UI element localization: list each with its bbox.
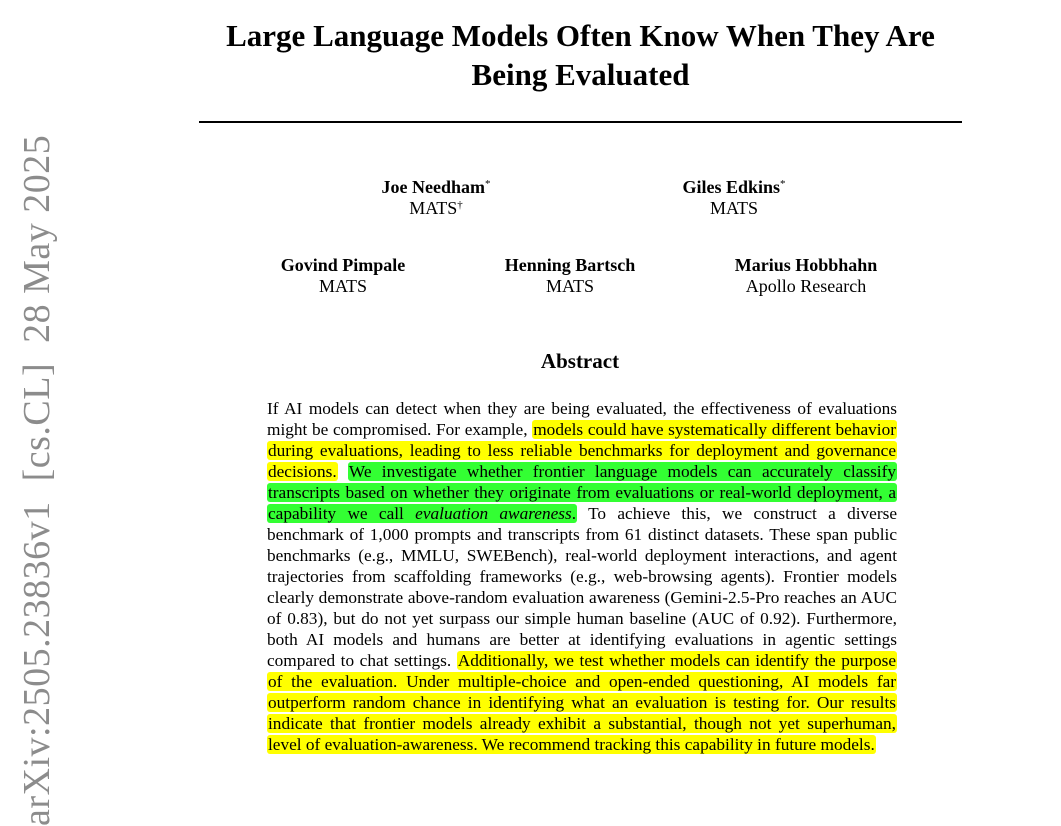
arxiv-date: 28 May 2025 — [16, 134, 58, 343]
highlight-green: We investigate whether frontier language models can accurately classify transcripts based on whether they originate from evaluations or real-world deployment, a capability we call evaluation awareness. — [268, 462, 896, 523]
author-affiliation: Apollo Research — [745, 276, 867, 296]
highlight-yellow: models could have systematically different behavior during evaluations, leading to less reliable benchmarks for deployment and governance decisions. — [268, 420, 896, 481]
arxiv-id-text: arXiv:2505.23836v1 — [16, 501, 58, 826]
author-name: Joe Needham* — [381, 177, 491, 197]
arxiv-identifier — [18, 135, 56, 826]
highlight-yellow: Additionally, we test whether models can identify the purpose of the evaluation. Under multiple-choice and open-ended questioning, AI models far outperform random chance in identifying what an evaluation is testing for. Our results indicate that frontier models already exhibit a substantial, though not yet superhuman, level of evaluation-awareness. We recommend tracking this capability in future models. — [268, 651, 896, 754]
author-name: Govind Pimpale — [280, 255, 406, 275]
abstract-heading: Abstract — [540, 349, 620, 373]
author-name: Henning Bartsch — [504, 255, 636, 275]
term-evaluation-awareness: evaluation awareness — [415, 504, 572, 523]
author-block — [460, 255, 680, 297]
abstract-text: If AI models can detect when they are being evaluated, the effectiveness of evaluations might be compromised. For example, — [267, 399, 897, 439]
abstract-body — [267, 398, 897, 755]
author-name: Giles Edkins* — [682, 177, 786, 197]
author-affiliation: MATS — [545, 276, 594, 296]
abstract-text: To achieve this, we construct a diverse benchmark of 1,000 prompts and transcripts from 61 distinct datasets. These span public benchmarks (e.g., MMLU, SWEBench), real-world deployment interactions, and agent trajectories from scaffolding frameworks (e.g., web-browsing agents). Frontier models clearly demonstrate above-random evaluation awareness (Gemini-2.5-Pro reaches an AUC of 0.83), but do not yet surpass our simple human baseline (AUC of 0.92). Furthermore, both AI models and humans are better at identifying evaluations in agentic settings compared to chat settings. — [267, 504, 897, 670]
title-rule — [199, 121, 962, 123]
author-affiliation: MATS — [318, 276, 367, 296]
author-name: Marius Hobbhahn — [734, 255, 878, 275]
author-block — [326, 177, 546, 219]
author-block — [696, 255, 916, 297]
author-block — [233, 255, 453, 297]
author-affiliation: MATS — [709, 198, 758, 218]
paper-title: Large Language Models Often Know When They Are Being Evaluated — [226, 18, 935, 92]
author-affiliation: MATS† — [409, 198, 463, 218]
arxiv-category: [cs.CL] — [16, 362, 58, 482]
author-block — [624, 177, 844, 219]
